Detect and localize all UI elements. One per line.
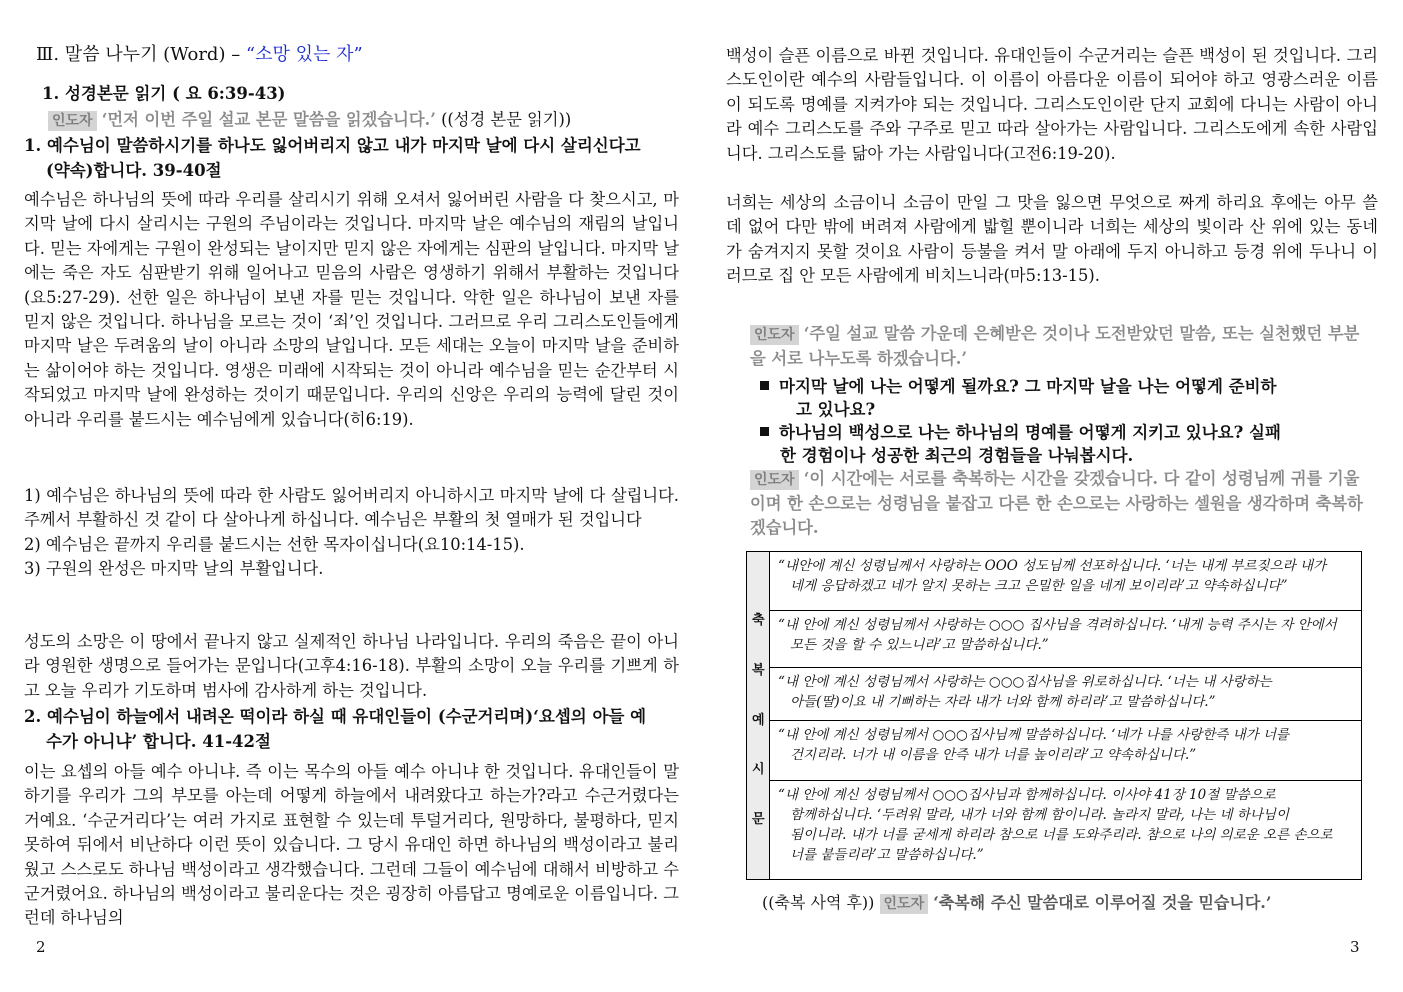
section-title-quote: “소망 있는 자” xyxy=(245,44,363,65)
point-1-line-1: 1. 예수님이 말씀하시기를 하나도 잃어버리지 않고 내가 마지막 날에 다시 살리신다고 xyxy=(24,136,641,155)
blessing-row-3 xyxy=(770,668,1361,721)
blessing-row-4-line-1: “내 안에 계신 성령님께서 ○○○집사님께 말씀하십니다. ‘네가 나를 사랑한즉 내가 너를 xyxy=(778,727,1290,743)
point-2-line-2: 수가 아니냐’ 합니다. 41-42절 xyxy=(46,731,271,751)
blessing-row-1 xyxy=(770,552,1361,611)
blessing-row-5 xyxy=(770,781,1361,879)
after-blessing-prefix: ((축복 사역 후)) xyxy=(762,893,880,912)
blessing-row-1-line-1: “내안에 계신 성령님께서 사랑하는 OOO 성도님께 선포하십니다. ‘너는 내게 부르짖으라 내가 xyxy=(778,558,1327,574)
paragraph-1: 예수님은 하나님의 뜻에 따라 우리를 살리시기 위해 오셔서 잃어버린 사람을 다 찾으시고, 마지막 날에 다시 살리시는 구원의 주님이라는 것입니다. 마지막 날은 예수님의 재림의 날입니다. 믿는 자에게는 구원이 완성되는 날이지만 믿지 않은 자에게는 심판의 날입니다. 마지막 날에는 죽은 자도 심판받기 위해 일어나고 믿음의 사람은 영생하기 위해서 부활하는 것입니다(요5:27-29). 선한 일은 하나님이 보낸 자를 믿는 것입니다. 악한 일은 하나님이 보낸 자를 믿지 않은 것입니다. 하나님을 모르는 것이 ‘죄’인 것입니다. 그러므로 우리 그리스도인들에게 마지막 날은 두려움의 날이 아니라 소망의 날입니다. 모든 세대는 오늘이 마지막 날을 준비하는 삶이어야 하는 것입니다. 영생은 미래에 시작되는 것이 아니라 예수님을 믿는 순간부터 시작되었고 마지막 날에 완성하는 것이기 때문입니다. 우리의 신앙은 우리의 능력에 달린 것이 아니라 우리를 붙드시는 예수님에게 있습니다(히6:19). xyxy=(24,190,679,429)
heading-bible-reading: 1. 성경본문 읽기 ( 요 6:39-43) xyxy=(42,84,286,103)
question-2-line-1: 하나님의 백성으로 나는 하나님의 명예를 어떻게 지키고 있나요? 실패 xyxy=(779,423,1281,442)
blessing-row-5-line-1: “내 안에 계신 성령님께서 ○○○집사님과 함께하십니다. 이사야 41장 10절 말씀으로 xyxy=(778,787,1276,803)
blessing-row-5-line-3: 됨이니라. 내가 너를 굳세게 하리라 참으로 너를 도와주리라. 참으로 나의 의로운 오른 손으로 xyxy=(790,827,1333,843)
point-2-line-1: 2. 예수님이 하늘에서 내려온 떡이라 하실 때 유대인들이 (수군거리며)‘요셉의 아들 예 xyxy=(24,707,647,726)
leader-tag: 인도자 xyxy=(48,111,97,131)
paragraph-2: 성도의 소망은 이 땅에서 끝나지 않고 실제적인 하나님 나라입니다. 우리의 죽음은 끝이 아니라 영원한 생명으로 들어가는 문입니다(고후4:16-18). 부활의 소망이 오늘 우리를 기쁘게 하고 오늘 우리가 기도하며 범사에 감사하게 하는 것입니다. xyxy=(24,632,679,700)
paragraph-scripture: 너희는 세상의 소금이니 소금이 만일 그 맛을 잃으면 무엇으로 짜게 하리요 후에는 아무 쓸 데 없어 다만 밖에 버려져 사람에게 밟힐 뿐이니라 너희는 세상의 빛이라 산 위에 있는 동네가 숨겨지지 못할 것이요 사람이 등불을 켜서 말 아래에 두지 아니하고 등경 위에 두나니 이러므로 집 안 모든 사람에게 비치느니라(마5:13-15). xyxy=(726,193,1378,286)
list-item-1: 1) 예수님은 하나님의 뜻에 따라 한 사람도 잃어버리지 아니하시고 마지막 날에 다 살립니다. 주께서 부활하신 것 같이 다 살아나게 하십니다. 예수님은 부활의 첫 열매가 된 것입니다 xyxy=(24,486,679,530)
leader-sharing-text: ‘주일 설교 말씀 가운데 은혜받은 것이나 도전받았던 말씀, 또는 실천했던 부분을 서로 나누도록 하겠습니다.’ xyxy=(750,324,1360,368)
question-2 xyxy=(760,421,1380,467)
bullet-square-icon xyxy=(760,381,769,390)
point-list xyxy=(24,484,679,582)
leader-tag: 인도자 xyxy=(880,894,929,914)
blessing-row-5-line-2: 함께하십니다. ‘두려워 말라, 내가 너와 함께 함이니라. 놀라지 말라, 나는 네 하나님이 xyxy=(790,807,1290,823)
blessing-row-3-line-1: “내 안에 계신 성령님께서 사랑하는 ○○○집사님을 위로하십니다. ‘너는 내 사랑하는 xyxy=(778,674,1272,690)
blessing-side-label xyxy=(747,552,770,879)
after-blessing-text: ‘축복해 주신 말씀대로 이루어질 것을 믿습니다.’ xyxy=(933,893,1272,912)
blessing-row-2 xyxy=(770,611,1361,668)
paragraph-continued: 백성이 슬픈 이름으로 바뀐 것입니다. 유대인들이 수군거리는 슬픈 백성이 된 것입니다. 그리스도인이란 예수의 사람들입니다. 이 이름이 아름다운 이름이 되어야 하고 영광스러운 이름이 되도록 명예를 지켜가야 되는 것입니다. 그리스도인이란 단지 교회에 다니는 사람이 아니라 예수 그리스도를 주와 구주로 믿고 따라 살아가는 사람입니다. 그리스도에게 속한 사람입니다. 그리스도를 닮아 가는 사람입니다(고전6:19-20). xyxy=(726,46,1378,163)
side-char-2: 복 xyxy=(752,663,765,678)
after-blessing-line xyxy=(762,890,1271,914)
blessing-row-2-line-2: 모든 것을 할 수 있느니라’고 말씀하십니다.” xyxy=(790,637,1049,653)
side-char-3: 예 xyxy=(752,713,765,728)
blessing-row-1-line-2: 네게 응답하겠고 네가 알지 못하는 크고 은밀한 일을 네게 보이리라’고 약속하십니다” xyxy=(790,578,1288,594)
page-number-left: 2 xyxy=(36,938,46,956)
leader-blessing-instruction xyxy=(750,467,1370,541)
side-char-4: 시 xyxy=(752,762,765,777)
blessing-row-3-line-2: 아들(딸)이요 내 기뻐하는 자라 내가 너와 함께 하리라’고 말씀하십니다.” xyxy=(790,694,1216,710)
side-char-1: 축 xyxy=(752,613,765,628)
point-2-heading xyxy=(24,705,679,754)
leader-suffix: ((성경 본문 읽기)) xyxy=(435,110,572,129)
paragraph-3: 이는 요셉의 아들 예수 아니냐. 즉 이는 목수의 아들 예수 아니냐 한 것입니다. 유대인들이 말하기를 우리가 그의 부모를 아는데 어떻게 하늘에서 내려왔다고 하는가?라고 수근거렸다는 거예요. ‘수군거리다’는 여러 가지로 표현할 수 있는데 투덜거리다, 원망하다, 불평하다, 믿지 못하여 뒤에서 비난하다 이런 뜻이 있습니다. 그 당시 유대인 하면 하나님의 백성이라고 불리웠고 스스로도 하나님 백성이라고 생각했습니다. 그런데 그들이 예수님에 대해서 비방하고 수군거렸어요. 하나님의 백성이라고 불리운다는 것은 굉장히 아름답고 명예로운 이름입니다. 그런데 하나님의 xyxy=(24,762,679,928)
section-title-prefix: Ⅲ. 말씀 나누기 (Word) – xyxy=(36,44,246,65)
list-item-3: 3) 구원의 완성은 마지막 날의 부활입니다. xyxy=(24,559,324,579)
bullet-square-icon xyxy=(760,427,769,436)
leader-sharing-instruction xyxy=(750,322,1370,371)
point-1-heading xyxy=(24,134,679,183)
blessing-row-4 xyxy=(770,721,1361,781)
question-1-line-2: 고 있나요? xyxy=(796,400,876,419)
leader-blessing-text: ‘이 시간에는 서로를 축복하는 시간을 갖겠습니다. 다 같이 성령님께 귀를 기울이며 한 손으로는 성령님을 붙잡고 다른 한 손으로는 사랑하는 셀원을 생각하며 축복하겠습니다. xyxy=(750,469,1363,538)
question-1 xyxy=(760,375,1380,421)
question-1-line-1: 마지막 날에 나는 어떻게 될까요? 그 마지막 날을 나는 어떻게 준비하 xyxy=(779,377,1277,396)
point-1-line-2: (약속)합니다. 39-40절 xyxy=(46,160,222,180)
blessing-row-4-line-2: 건지리라. 너가 내 이름을 안즉 내가 너를 높이리라’고 약속하십니다.” xyxy=(790,747,1197,763)
question-2-line-2: 한 경험이나 성공한 최근의 경험들을 나눠봅시다. xyxy=(780,446,1134,465)
leader-text: ‘먼저 이번 주일 설교 본문 말씀을 읽겠습니다.’ xyxy=(101,110,436,129)
leader-tag: 인도자 xyxy=(750,325,799,345)
leader-tag: 인도자 xyxy=(750,470,799,490)
blessing-row-5-line-4: 너를 붙들리라’고 말씀하십니다.” xyxy=(790,847,984,863)
list-item-2: 2) 예수님은 끝까지 우리를 붙드시는 선한 목자이십니다(요10:14-15). xyxy=(24,534,525,554)
page-number-right: 3 xyxy=(1350,938,1360,956)
right-page xyxy=(702,0,1403,992)
blessing-row-2-line-1: “내 안에 계신 성령님께서 사랑하는 ○○○ 집사님을 격려하십니다. ‘내게 능력 주시는 자 안에서 xyxy=(778,617,1337,633)
section-title xyxy=(36,40,363,66)
leader-instruction xyxy=(48,106,571,131)
blessing-examples-box xyxy=(746,551,1362,880)
side-char-5: 문 xyxy=(752,812,765,827)
